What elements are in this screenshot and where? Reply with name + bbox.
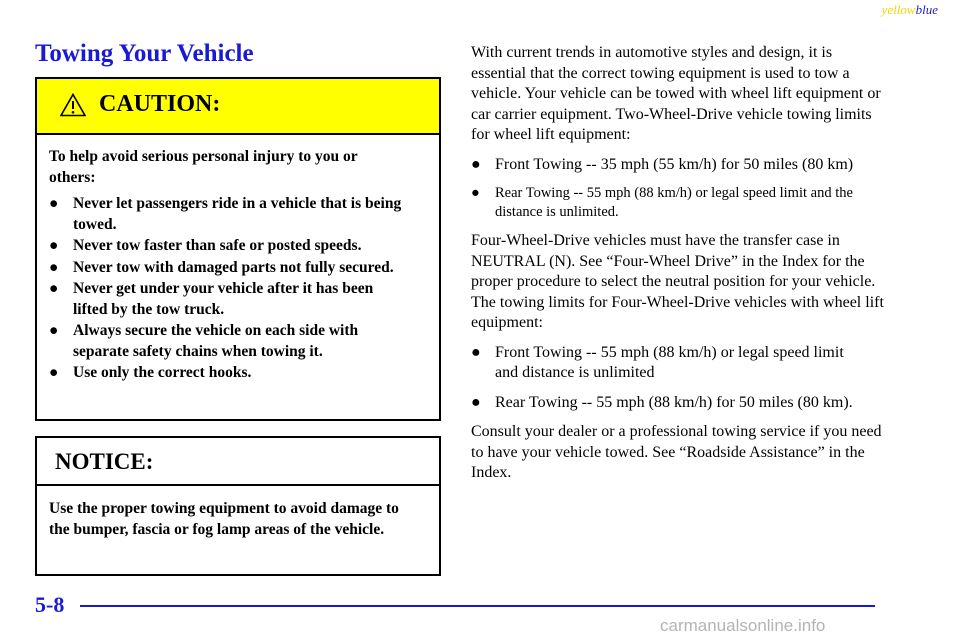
caution-item-text: Never let passengers ride in a vehicle that is being towed. <box>73 195 402 233</box>
list-item <box>471 184 891 222</box>
caution-item <box>49 194 427 235</box>
list-item <box>471 393 891 414</box>
list-item <box>471 343 891 384</box>
bullet-icon: ● <box>471 155 481 173</box>
caution-item <box>49 363 427 384</box>
bullet-icon: ● <box>49 364 59 381</box>
list-item <box>471 155 891 176</box>
body-paragraph: Consult your dealer or a professional towing service if you need to have your vehicle towed. See “Roadside Assistance” in the Index. <box>471 423 882 481</box>
caution-item-text: Never tow with damaged parts not fully secured. <box>73 258 394 276</box>
body-paragraph: Four-Wheel-Drive vehicles must have the transfer case in NEUTRAL (N). See “Four-Wheel Drive” in the Index for the proper procedure to select the neutral position for your vehicle. The towing limits for Four-Wheel-Drive vehicles with wheel lift equipment: <box>471 232 884 331</box>
caution-list <box>49 194 427 384</box>
corner-blue-label: blue <box>915 2 938 17</box>
bullet-icon: ● <box>471 393 481 411</box>
notice-header <box>37 438 439 486</box>
notice-body: Use the proper towing equipment to avoid damage to the bumper, fascia or fog lamp areas of the vehicle. <box>49 500 399 538</box>
notice-box <box>35 436 441 576</box>
bullet-icon: ● <box>49 237 59 254</box>
notice-heading: NOTICE: <box>55 449 154 474</box>
list-item-text: Front Towing -- 55 mph (88 km/h) or legal speed limit and distance is unlimited <box>495 343 844 381</box>
caution-item <box>49 236 427 257</box>
caution-intro: To help avoid serious personal injury to you or others: <box>49 148 358 186</box>
bullet-icon: ● <box>471 185 480 201</box>
caution-item-text: Never get under your vehicle after it has been lifted by the tow truck. <box>73 280 374 318</box>
bullet-icon: ● <box>49 258 59 276</box>
bullet-icon: ● <box>471 343 481 361</box>
watermark: carmanualsonline.info <box>660 616 826 635</box>
caution-item <box>49 258 427 279</box>
bullet-icon: ● <box>49 195 59 212</box>
page-number: 5-8 <box>35 592 65 617</box>
caution-item-text: Always secure the vehicle on each side with separate safety chains when towing it. <box>73 322 359 360</box>
caution-item <box>49 279 427 320</box>
caution-header <box>37 79 439 135</box>
caution-heading: CAUTION: <box>99 91 221 117</box>
caution-item-text: Use only the correct hooks. <box>73 364 252 381</box>
caution-box <box>35 77 441 421</box>
list-item-text: Front Towing -- 35 mph (55 km/h) for 50 miles (80 km) <box>495 155 854 173</box>
body-column <box>471 43 891 493</box>
caution-item-text: Never tow faster than safe or posted speeds. <box>73 237 362 254</box>
bullet-icon: ● <box>49 280 59 297</box>
page-title: Towing Your Vehicle <box>35 40 254 67</box>
header-color-tag <box>882 2 938 18</box>
warning-triangle-icon <box>60 93 86 117</box>
caution-item <box>49 321 427 362</box>
corner-yellow-label: yellow <box>881 2 916 17</box>
towing-limits-2wd-list <box>471 155 891 223</box>
bullet-icon: ● <box>49 322 59 339</box>
towing-limits-4wd-list <box>471 343 891 414</box>
list-item-text: Rear Towing -- 55 mph (88 km/h) or legal speed limit and the distance is unlimited. <box>495 185 853 220</box>
caution-body <box>37 135 439 384</box>
body-paragraph: With current trends in automotive styles and design, it is essential that the correct towing equipment is used to tow a vehicle. Your vehicle can be towed with wheel lift equipment or car carrier equipment. Two-Wheel-Drive vehicle towing limits for wheel lift equipment: <box>471 44 881 143</box>
footer-divider <box>80 605 875 607</box>
list-item-text: Rear Towing -- 55 mph (88 km/h) for 50 miles (80 km). <box>495 393 853 411</box>
